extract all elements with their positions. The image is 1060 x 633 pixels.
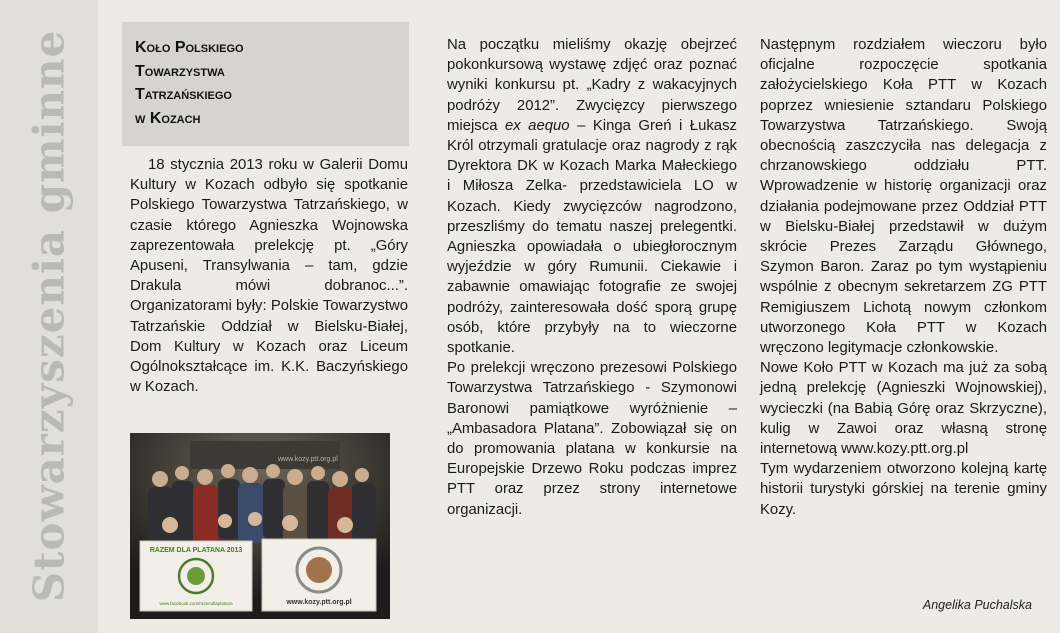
paragraph bbox=[447, 35, 737, 358]
paragraph-text: Na początku mieliśmy okazję obejrzeć pokonkursową wystawę zdjęć oraz poznać wyniki konkursu pt. „Kadry z wakacyjnych podróży 2012”. Zwycięzcy pierwszego miejsca bbox=[447, 37, 737, 134]
website-link[interactable]: www.kozy.ptt.org.pl bbox=[841, 441, 969, 458]
title-line: Koło Polskiego bbox=[135, 39, 244, 56]
column-2 bbox=[447, 35, 737, 520]
paragraph: Następnym rozdziałem wieczoru było oficjalne rozpoczęcie spotkania założycielskiego Koła PTT w Kozach poprzez wniesienie sztandaru Polskiego Towarzystwa Tatrzańskiego. Swoją obecnością zaszczyciła nas delegacja z chrzanowskiego oddziału PTT. Wprowadzenie w historię organizacji oraz działania podejmowane przez Oddział PTT w Bielsku-Białej przedstawił w dużym skrócie Prezes Zarządu Głównego, Szymon Baron. Zaraz po tym wystąpieniu wspólnie z obecnym sekretarzem ZG PTT Remigiuszem Lichotą nowym członkom utworzonego Koła PTT w Kozach wręczono legitymacje członkowskie. bbox=[760, 37, 1047, 357]
title-line: Towarzystwa bbox=[135, 62, 225, 80]
paragraph-text: Nowe Koło PTT w Kozach ma już za sobą jedną prelekcję (Agnieszki Wojnowskiej), wycieczki (na Babią Górę oraz Skrzyczne), kulig w Zawoi oraz własną stronę internetową bbox=[760, 360, 1047, 458]
paragraph: 18 stycznia 2013 roku w Galerii Domu Kultury w Kozach odbyło się spotkanie Polskiego Towarzystwa Tatrzańskiego, w czasie którego Agnieszka Wojnowska zaprezentowała prelekcję pt. „Góry Apuseni, Transylwania – tam, gdzie Drakula mówi dobranoc...”. Organizatorami były: Polskie Towarzystwo Tatrzańskie Oddział w Bielsku-Białej, Dom Kultury w Kozach oraz Liceum Ogólnokształcące im. K.K. Baczyńskiego w Kozach. bbox=[130, 157, 408, 396]
paragraph-text: – Kinga Greń i Łukasz Król otrzymali gratulacje oraz nagrody z rąk Dyrektora DK w Kozach Marka Małeckiego i Miłosza Zelka- przedstawiciela LO w Kozach. Kiedy zwycięzców nagrodzono, przeszliśmy do tematu naszej prelegentki. Agnieszka opowiadała o ubiegłorocznym wyjeździe w góry Rumunii. Ciekawie i zabawnie omawiając fotografie ze swojej podróży, zainteresowała dość sporą grupę osób, które przybyły na to wieczorne spotkanie. bbox=[447, 117, 737, 357]
banner-left-text: RAZEM DLA PLATANA 2013 bbox=[149, 547, 243, 554]
right-banner bbox=[262, 539, 376, 611]
italic-phrase: ex aequo bbox=[504, 117, 570, 134]
article-title bbox=[135, 36, 405, 130]
group-photo bbox=[130, 433, 390, 619]
title-line: Tatrzańskiego bbox=[135, 86, 232, 103]
section-title: Stowarzyszenia gminne bbox=[24, 29, 74, 603]
paragraph: Tym wydarzeniem otworzono kolejną kartę historii turystyki górskiej na terenie gminy Kozy. bbox=[760, 461, 1047, 518]
paragraph-text: Po prelekcji wręczono prezesowi Polskiego Towarzystwa Tatrzańskiego - Szymonowi Baronowi pamiątkowe wyróżnienie – „Ambasadora Platana”. Zobowiązał się on do promowania platana w konkursie na Europejskie Drzewo Roku podczas imprez PTT oraz przez strony internetowe organizacji. bbox=[447, 360, 737, 518]
left-banner bbox=[140, 541, 252, 611]
wall-sign-text: www.kozy.ptt.org.pl bbox=[278, 456, 338, 463]
paragraph bbox=[760, 358, 1047, 459]
column-1 bbox=[130, 155, 408, 397]
banner-left-url: www.facebook.com/razemdlaplatana bbox=[159, 601, 233, 606]
group-photo-image bbox=[130, 433, 390, 619]
banner-right-url: www.kozy.ptt.org.pl bbox=[286, 599, 352, 606]
paragraph bbox=[447, 358, 737, 520]
title-line: w Kozach bbox=[135, 109, 201, 127]
author-signature: Angelika Puchalska bbox=[922, 598, 1032, 612]
column-3 bbox=[760, 35, 1047, 520]
